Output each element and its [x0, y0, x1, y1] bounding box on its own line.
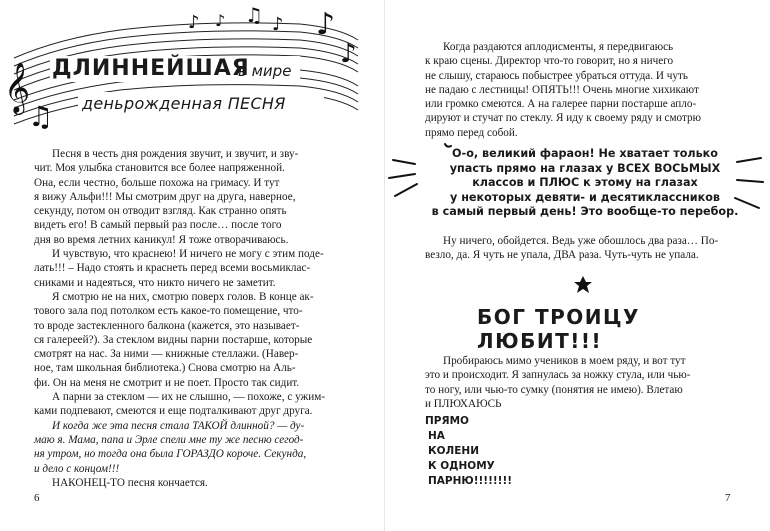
section-heading: БОГ ТРОИЦУ ЛЮБИТ!!! [477, 305, 640, 353]
text-line: ня утром, но тогда она была ГОРАЗДО короче. Секунда, [34, 448, 307, 461]
text-line: ся галереей?). За стеклом видны парни постарше, которые [34, 333, 313, 346]
text-line: сниками и надеяться, что никто ничего не заметит. [34, 276, 276, 289]
leaf-doodle-icon [573, 275, 593, 295]
falling-word: КОЛЕНИ [428, 445, 479, 457]
text-line: это и происходит. Я запнулась за ножку стула, или чью- [425, 369, 691, 382]
text-line: или громко смеются. А на галерее парни постарше апло- [425, 98, 697, 111]
text-line: ное, там школьная библиотека.) Снова смотрю на Аль- [34, 362, 296, 375]
text-line: не слышу, стараюсь побыстрее убраться оттуда. И чуть [425, 69, 688, 82]
text-line: то вроде застекленного балкона (кажется, это называет- [34, 319, 300, 332]
text-line: лать!!! – Надо стоять и краснеть перед всеми восьмиклас- [34, 262, 311, 275]
svg-text:♪: ♪ [272, 14, 284, 35]
text-line: к краю сцены. Директор что-то говорит, но я ничего [425, 55, 674, 68]
text-line: маю я. Мама, папа и Эрле спели мне ту же песню сегод- [34, 433, 304, 446]
page-number: 7 [725, 492, 731, 504]
right-text-block-2 [425, 234, 755, 263]
svg-text:♪: ♪ [215, 11, 226, 30]
falling-word: НА [428, 430, 445, 442]
falling-word: К ОДНОМУ [428, 460, 495, 472]
handwritten-exclamation [415, 147, 755, 220]
svg-text:𝄞: 𝄞 [4, 62, 31, 113]
handwritten-line: в самый первый день! Это вообще-то перебор. [431, 205, 739, 218]
text-line: Ну ничего, обойдется. Ведь уже обошлось два раза… По- [443, 235, 719, 247]
text-line: секунду, потом он отводит взгляд. Как странно опять [34, 205, 287, 218]
text-line: я вижу Альфи!!! Мы смотрим друг на друга, наверное, [34, 190, 296, 203]
right-text-block-1 [425, 40, 755, 140]
handwritten-line: у некоторых девяти- и десятиклассников [450, 190, 720, 204]
handwritten-line: упасть прямо на глазах у ВСЕХ ВОСЬМЫХ [449, 161, 721, 175]
text-line: Я смотрю не на них, смотрю поверх голов. В конце ак- [52, 290, 314, 303]
text-line: Пробираюсь мимо учеников в моем ряду, и вот тут [443, 355, 686, 367]
falling-word: ПРЯМО [425, 415, 469, 427]
svg-text:♪: ♪ [340, 39, 357, 69]
chapter-title-subtitle: деньрожденная ПЕСНЯ [82, 94, 286, 113]
text-line: Песня в честь дня рождения звучит, и звучит, и зву- [52, 148, 299, 160]
text-line: НАКОНЕЦ-ТО песня кончается. [52, 476, 208, 489]
handwritten-line: О-о, великий фараон! Не хватает только [452, 147, 718, 160]
chapter-title-main: ДЛИННЕЙШАЯ [52, 56, 250, 81]
page-number: 6 [34, 492, 40, 504]
text-line: И чувствую, что краснею! И ничего не могу с этим поде- [52, 248, 324, 261]
text-line: тового зала под потолком есть какое-то помещение, что- [34, 305, 303, 318]
text-line: дня во время летних каникул! Я тоже отворачиваюсь. [34, 233, 289, 246]
text-line: смотрят на нас. За ними — книжные стеллажи. (Навер- [34, 348, 299, 361]
text-line: то ногу, или чью-то сумку (понятия не имею). Влетаю [425, 383, 683, 396]
text-line: дируют и стучат по стеклу. Я иду к своему ряду и смотрю [425, 112, 701, 125]
handwritten-line: классов и ПЛЮС к этому на глазах [472, 176, 698, 189]
text-line: видеть его! В самый первый раз после… после того [34, 219, 282, 232]
svg-text:♪: ♪ [188, 12, 200, 33]
right-text-block-3 [425, 354, 755, 411]
falling-words [425, 414, 512, 489]
text-line: А парни за стеклом — их не слышно, — похоже, с ужим- [52, 391, 326, 404]
text-line: не падаю с лестницы! ОПЯТЬ!!! Очень многие хихикают [425, 83, 699, 96]
falling-word: ПАРНЮ!!!!!!!! [428, 475, 513, 487]
svg-text:♪: ♪ [316, 7, 336, 42]
text-line: везло, да. Я чуть не упала, ДВА раза. Чуть-чуть не упала. [425, 249, 699, 262]
text-line: чит. Моя улыбка становится все более напряженной. [34, 162, 285, 175]
text-line: и дело с концом!!! [34, 462, 120, 475]
text-line: Когда раздаются аплодисменты, я передвигаюсь [443, 41, 674, 53]
text-line: Она, если честно, больше похожа на гримасу. И тут [34, 176, 280, 189]
text-line: и ПЛЮХАЮСЬ [425, 397, 502, 410]
left-text-block [34, 147, 374, 490]
chapter-title-part: в мире [238, 62, 292, 80]
text-line: фи. Он на меня не смотрит и не поет. Просто так сидит. [34, 376, 300, 389]
svg-text:♫: ♫ [245, 3, 263, 27]
text-line: И когда же эта песня стала ТАКОЙ длинной? — ду- [52, 419, 305, 432]
right-page [385, 0, 770, 531]
text-line: прямо перед собой. [425, 126, 518, 139]
text-line: ками подпевают, смеются и еще подталкивают друг друга. [34, 405, 313, 418]
svg-text:♫: ♫ [28, 100, 54, 133]
